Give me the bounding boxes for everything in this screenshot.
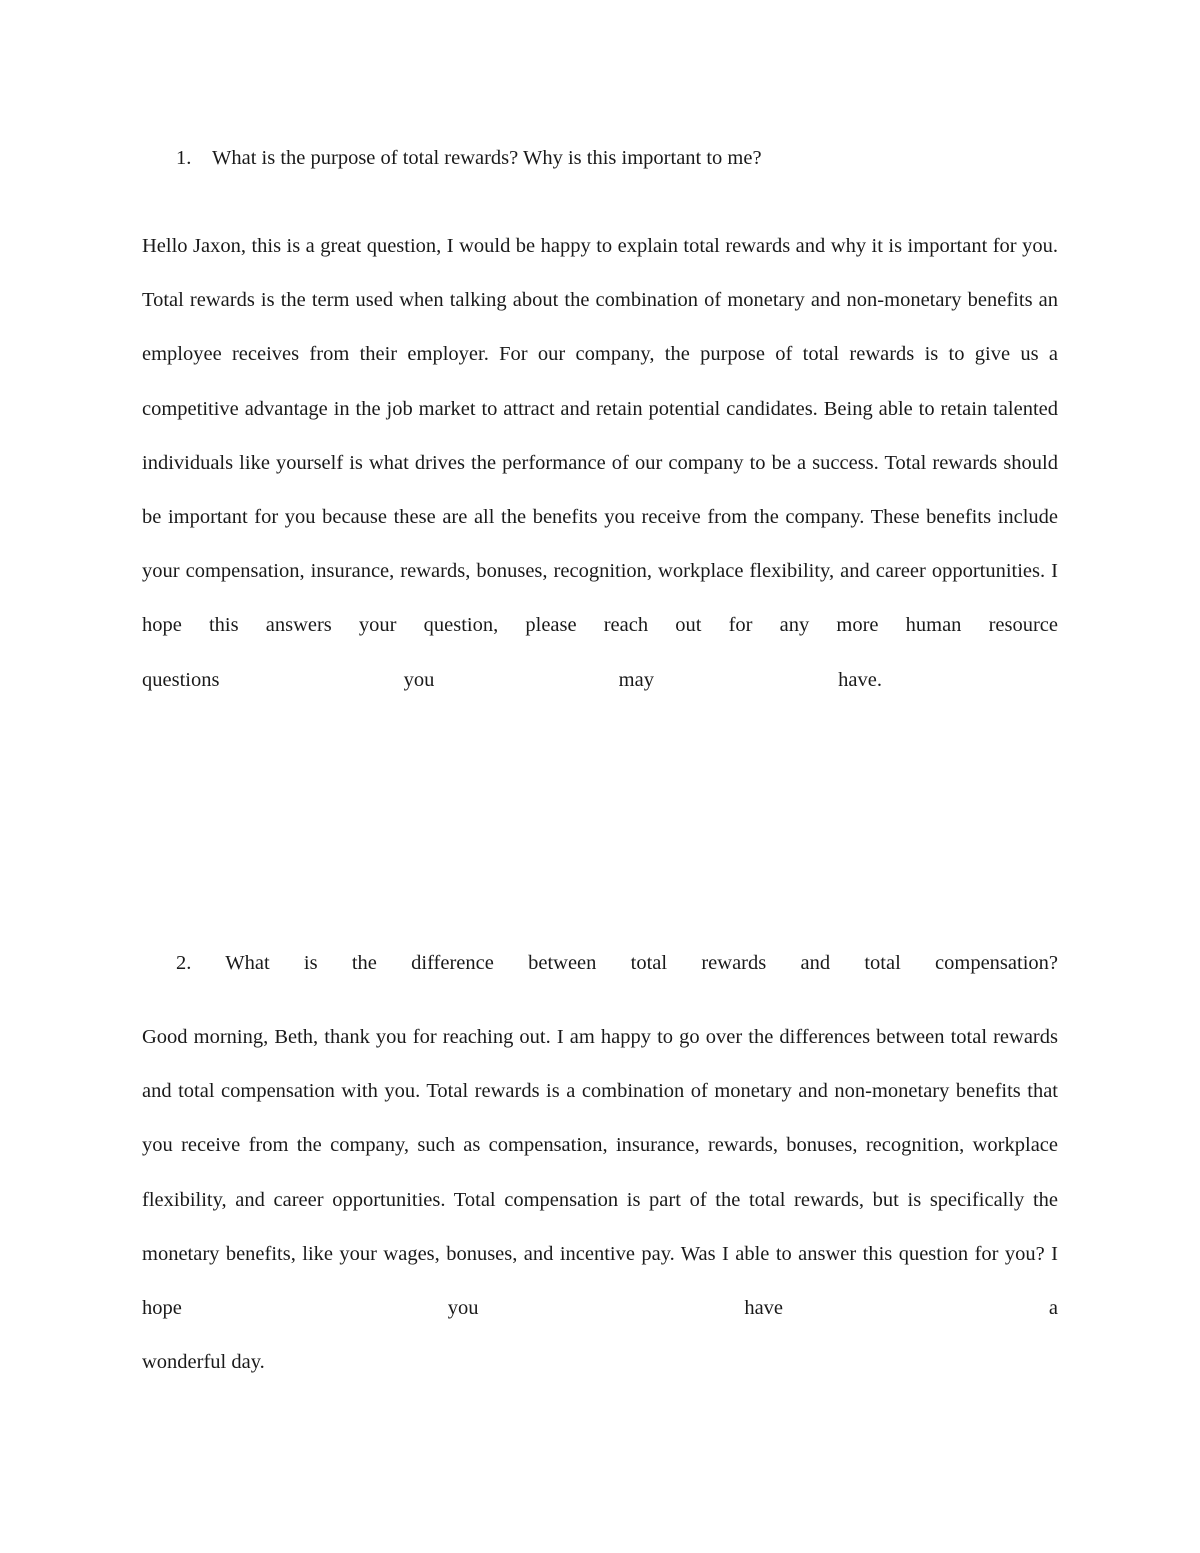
- answer-2-last-line: wonderful day.: [142, 1351, 265, 1374]
- question-1-text: What is the purpose of total rewards? Why is this important to me?: [212, 147, 762, 169]
- answer-2: [142, 1010, 1058, 1389]
- answer-1-body: Hello Jaxon, this is a great question, I would be happy to explain total rewards and why it is important for you. Total rewards is the term used when talking about the combination of monetary and non-monetary benefits an employee receives from their employer. For our company, the purpose of total rewards is to give us a competitive advantage in the job market to attract and retain potential candidates. Being able to retain talented individuals like yourself is what drives the performance of our company to be a success. Total rewards should be important for you because these are all the benefits you receive from the company. These benefits include your compensation, insurance, rewards, bonuses, recognition, workplace flexibility, and career opportunities. I hope this answers your question, please reach out for any more human resource: [142, 235, 1058, 637]
- answer-1-last-line: questions you may have.: [142, 668, 882, 691]
- answer-1: [142, 219, 1058, 707]
- question-2: 2. What is the difference between total rewards and total compensation?: [176, 952, 1058, 974]
- answer-2-body: Good morning, Beth, thank you for reaching out. I am happy to go over the differences between total rewards and total compensation with you. Total rewards is a combination of monetary and non-monetary benefits that you receive from the company, such as compensation, insurance, rewards, bonuses, recognition, workplace flexibility, and career opportunities. Total compensation is part of the total rewards, but is specifically the monetary benefits, like your wages, bonuses, and incentive pay. Was I able to answer this question for you? I hope you have a: [142, 1026, 1058, 1320]
- question-1-number: 1.: [176, 147, 192, 169]
